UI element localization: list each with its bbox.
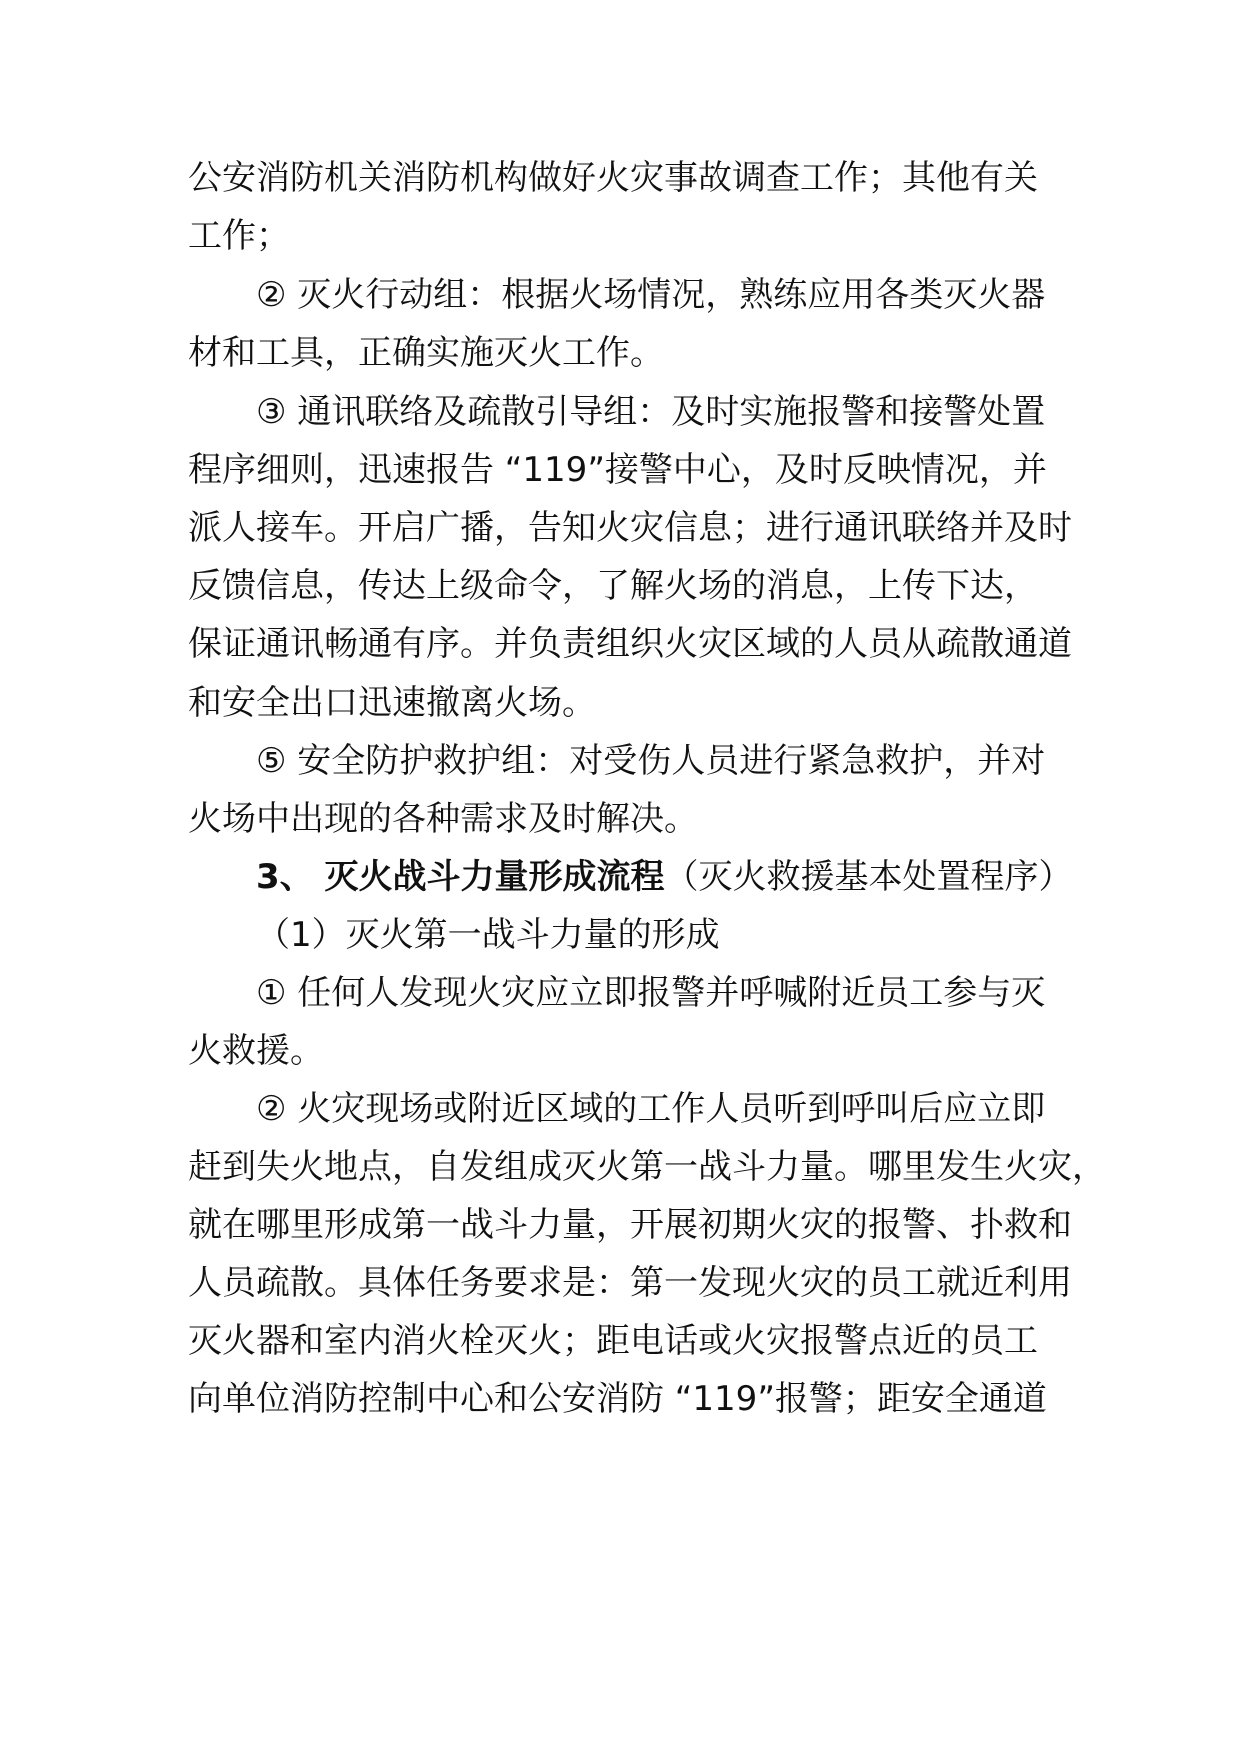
body-line: 材和工具，正确实施灭火工作。 bbox=[188, 333, 664, 373]
body-line: 火场中出现的各种需求及时解决。 bbox=[188, 799, 698, 839]
body-line: 公安消防机关消防机构做好火灾事故调查工作；其他有关 bbox=[188, 158, 1038, 198]
list-item-communication-group: ③ 通讯联络及疏散引导组：及时实施报警和接警处置 bbox=[256, 392, 1046, 432]
list-item: ① 任何人发现火灾应立即报警并呼喊附近员工参与灭 bbox=[256, 973, 1046, 1013]
section-heading bbox=[256, 857, 1072, 897]
body-line: 和安全出口迅速撤离火场。 bbox=[188, 683, 596, 723]
body-line: 程序细则，迅速报告 “119”接警中心，及时反映情况，并 bbox=[188, 450, 1047, 490]
body-line: 派人接车。开启广播，告知火灾信息；进行通讯联络并及时 bbox=[188, 508, 1072, 548]
list-item-action-group: ② 灭火行动组：根据火场情况，熟练应用各类灭火器 bbox=[256, 275, 1046, 315]
subheading: （1）灭火第一战斗力量的形成 bbox=[256, 915, 720, 955]
list-item-protection-group: ⑤ 安全防护救护组：对受伤人员进行紧急救护，并对 bbox=[256, 741, 1046, 781]
body-line: 灭火器和室内消火栓灭火；距电话或火灾报警点近的员工 bbox=[188, 1321, 1038, 1361]
section-number: 3、 bbox=[256, 857, 314, 897]
body-line: 向单位消防控制中心和公安消防 “119”报警；距安全通道 bbox=[188, 1379, 1047, 1419]
section-title: 灭火战斗力量形成流程 bbox=[324, 857, 665, 897]
body-line: 火救援。 bbox=[188, 1031, 324, 1071]
section-note: （灭火救援基本处置程序） bbox=[664, 857, 1073, 897]
body-line: 就在哪里形成第一战斗力量，开展初期火灾的报警、扑救和 bbox=[188, 1205, 1072, 1245]
body-line: 保证通讯畅通有序。并负责组织火灾区域的人员从疏散通道 bbox=[188, 624, 1072, 664]
body-line: 工作； bbox=[188, 216, 290, 256]
list-item: ② 火灾现场或附近区域的工作人员听到呼叫后应立即 bbox=[256, 1089, 1046, 1129]
body-line: 赶到失火地点，自发组成灭火第一战斗力量。哪里发生火灾， bbox=[188, 1147, 1106, 1187]
body-line: 人员疏散。具体任务要求是：第一发现火灾的员工就近利用 bbox=[188, 1263, 1072, 1303]
body-line: 反馈信息，传达上级命令，了解火场的消息，上传下达， bbox=[188, 566, 1038, 606]
